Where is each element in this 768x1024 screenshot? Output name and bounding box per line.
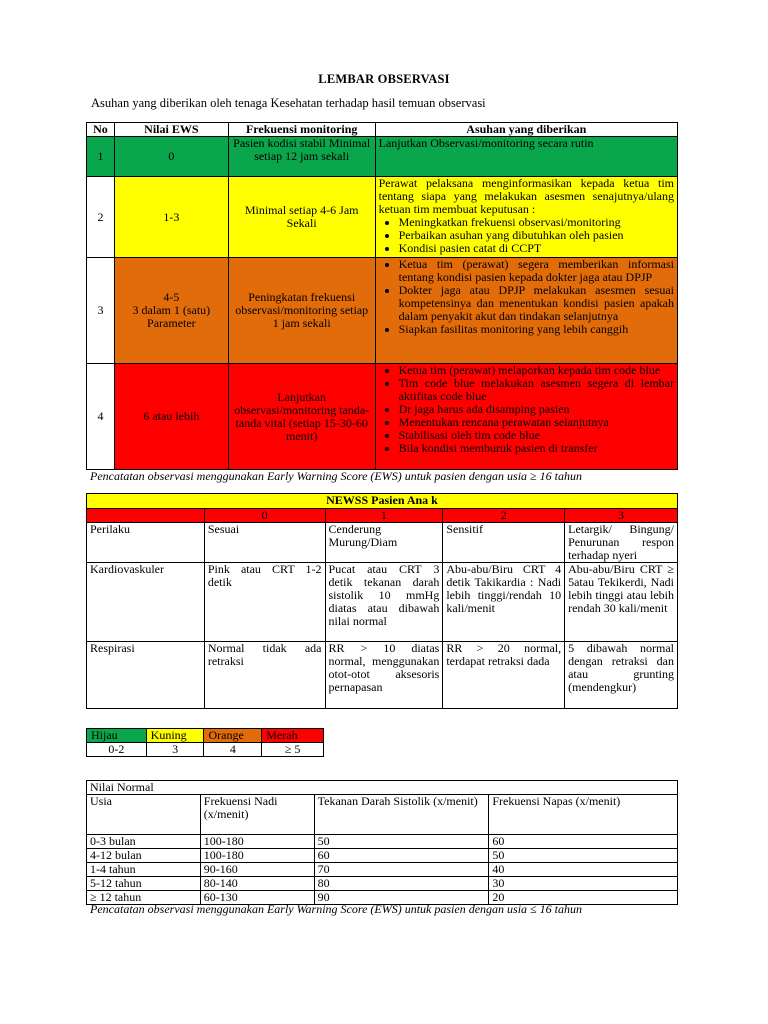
normal-cell: 5-12 tahun: [87, 877, 201, 891]
normal-cell: 1-4 tahun: [87, 863, 201, 877]
list-item: • Perbaikan asuhan yang dibutuhkan oleh pasien: [399, 229, 674, 242]
newss-score: 3: [565, 509, 678, 523]
list-item: • Kondisi pasien catat di CCPT: [399, 242, 674, 255]
ews-header-row: [87, 123, 678, 137]
normal-title: Nilai Normal: [87, 781, 678, 795]
list-item: • Ketua tim (perawat) segera memberikan informasi tentang kondisi pasien kepada dokter jaga atau DPJP: [399, 258, 674, 284]
ews-no: 2: [87, 177, 115, 258]
ews-caption: Pencatatan observasi menggunakan Early Warning Score (EWS) untuk pasien dengan usia ≥ 16 tahun: [90, 469, 582, 483]
normal-cell: 80: [314, 877, 489, 891]
legend-value: 3: [146, 743, 204, 757]
newss-score-row: [87, 509, 678, 523]
ews-score: 0: [114, 137, 228, 177]
page-subtitle: Asuhan yang diberikan oleh tenaga Kesehatan terhadap hasil temuan observasi: [91, 96, 486, 110]
newss-cell: 5 dibawah normal dengan retraksi dan atau grunting (mendengkur): [565, 642, 678, 709]
normal-header-row: [87, 795, 678, 835]
ews-score: 6 atau lebih: [114, 364, 228, 470]
normal-cell: 40: [489, 863, 678, 877]
newss-cell: Abu-abu/Biru CRT 4 detik Takikardia : Nadi lebih tinggi/rendah 10 kali/menit: [443, 563, 565, 642]
legend-value: 4: [204, 743, 262, 757]
normal-header: Frekuensi Napas (x/menit): [489, 795, 678, 835]
normal-cell: 90: [314, 891, 489, 905]
ews-care: [375, 258, 677, 364]
newss-title-row: [87, 494, 678, 509]
list-item: • Meningkatkan frekuensi observasi/monitoring: [399, 216, 674, 229]
ews-care: [375, 364, 677, 470]
ews-frequency: Pasien kodisi stabil Minimal setiap 12 jam sekali: [228, 137, 375, 177]
legend-label-yellow: Kuning: [146, 729, 204, 743]
ews-care: [375, 177, 677, 258]
ews-care-list: [379, 364, 674, 455]
normal-cell: 50: [314, 835, 489, 849]
table-row: [87, 563, 678, 642]
table-row: [87, 523, 678, 563]
newss-cell: RR > 10 diatas normal, menggunakan otot-otot aksesoris pernapasan: [325, 642, 443, 709]
newss-cell: Sensitif: [443, 523, 565, 563]
normal-title-row: [87, 781, 678, 795]
legend-value: 0-2: [87, 743, 147, 757]
normal-cell: 100-180: [200, 849, 314, 863]
normal-header: Usia: [87, 795, 201, 835]
legend-label-orange: Orange: [204, 729, 262, 743]
list-item: • Stabilisasi oleh tim code blue: [399, 429, 674, 442]
normal-caption: Pencatatan observasi menggunakan Early Warning Score (EWS) untuk pasien dengan usia ≤ 16 tahun: [90, 902, 582, 916]
ews-row-2: [87, 177, 678, 258]
ews-care-text: Perawat pelaksana menginformasikan kepada ketua tim tentang siapa yang melakukan asesmen senajutnya/ulang ketuan tim membuat keputusan :: [378, 176, 674, 216]
legend-label-red: Merah: [262, 729, 324, 743]
newss-cell: Letargik/ Bingung/ Penurunan respon terhadap nyeri: [565, 523, 678, 563]
newss-title: NEWSS Pasien Ana k: [87, 494, 678, 509]
ews-score-line: 3 dalam 1 (satu): [132, 303, 211, 317]
table-row: [87, 863, 678, 877]
normal-cell: 60: [489, 835, 678, 849]
ews-row-3: [87, 258, 678, 364]
ews-row-4: [87, 364, 678, 470]
table-row: [87, 642, 678, 709]
ews-no: 3: [87, 258, 115, 364]
newss-cell: Pink atau CRT 1-2 detik: [204, 563, 325, 642]
ews-score: [114, 258, 228, 364]
newss-score-blank: [87, 509, 205, 523]
ews-header-care: Asuhan yang diberikan: [375, 123, 677, 137]
ews-score-line: 4-5: [163, 290, 180, 304]
ews-care: Lanjutkan Observasi/monitoring secara rutin: [375, 137, 677, 177]
ews-score: 1-3: [114, 177, 228, 258]
ews-score-line: Parameter: [147, 316, 196, 330]
list-item: • Tim code blue melakukan asesmen segera di lembar aktifitas code blue: [399, 377, 674, 403]
legend-value: ≥ 5: [262, 743, 324, 757]
list-item: • Menentukan rencana perawatan selanjutnya: [399, 416, 674, 429]
ews-row-1: [87, 137, 678, 177]
legend-label-row: [87, 729, 324, 743]
normal-header: Tekanan Darah Sistolik (x/menit): [314, 795, 489, 835]
normal-cell: ≥ 12 tahun: [87, 891, 201, 905]
newss-cell: Sesuai: [204, 523, 325, 563]
normal-cell: 90-160: [200, 863, 314, 877]
normal-cell: 4-12 bulan: [87, 849, 201, 863]
list-item: • Dr jaga harus ada disamping pasien: [399, 403, 674, 416]
ews-no: 4: [87, 364, 115, 470]
ews-no: 1: [87, 137, 115, 177]
newss-cell: Cenderung Murung/Diam: [325, 523, 443, 563]
newss-param: Perilaku: [87, 523, 205, 563]
legend-value-row: [87, 743, 324, 757]
ews-header-no: No: [87, 123, 115, 137]
list-item: • Ketua tim (perawat) melaporkan kepada tim code blue: [399, 364, 674, 377]
ews-care-list: [379, 216, 674, 255]
list-item: • Siapkan fasilitas monitoring yang lebih canggih: [399, 323, 674, 336]
page-title: LEMBAR OBSERVASI: [318, 72, 450, 86]
normal-cell: 20: [489, 891, 678, 905]
normal-cell: 0-3 bulan: [87, 835, 201, 849]
newss-score: 1: [325, 509, 443, 523]
normal-header: Frekuensi Nadi (x/menit): [200, 795, 314, 835]
newss-param: Respirasi: [87, 642, 205, 709]
newss-cell: Normal tidak ada retraksi: [204, 642, 325, 709]
normal-cell: 60-130: [200, 891, 314, 905]
ews-care-list: [379, 258, 674, 336]
legend-table: [86, 728, 324, 757]
newss-cell: RR > 20 normal, terdapat retraksi dada: [443, 642, 565, 709]
table-row: [87, 849, 678, 863]
normal-cell: 60: [314, 849, 489, 863]
list-item: • Dokter jaga atau DPJP melakukan asesmen sesuai kompetensinya dan menentukan kondisi pasien apakah dalam penyakit akut dan tindakan selanjutnya: [399, 284, 674, 323]
list-item: • Bila kondisi memburuk pasien di transfer: [399, 442, 674, 455]
normal-cell: 100-180: [200, 835, 314, 849]
ews-header-frequency: Frekuensi monitoring: [228, 123, 375, 137]
ews-frequency: Lanjutkan observasi/monitoring tanda-tanda vital (setiap 15-30-60 menit): [228, 364, 375, 470]
legend-label-green: Hijau: [87, 729, 147, 743]
ews-table: [86, 122, 678, 470]
normal-cell: 30: [489, 877, 678, 891]
table-row: [87, 877, 678, 891]
newss-cell: Pucat atau CRT 3 detik tekanan darah sistolik 10 mmHg diatas atau dibawah nilai normal: [325, 563, 443, 642]
normal-cell: 70: [314, 863, 489, 877]
newss-param: Kardiovaskuler: [87, 563, 205, 642]
normal-values-table: [86, 780, 678, 905]
ews-frequency: Peningkatan frekuensi observasi/monitoring setiap 1 jam sekali: [228, 258, 375, 364]
normal-cell: 80-140: [200, 877, 314, 891]
table-row: [87, 835, 678, 849]
ews-header-score: Nilai EWS: [114, 123, 228, 137]
newss-cell: Abu-abu/Biru CRT ≥ 5atau Tekikerdi, Nadi lebih tinggi atau lebih rendah 30 kali/menit: [565, 563, 678, 642]
newss-score: 2: [443, 509, 565, 523]
ews-frequency: Minimal setiap 4-6 Jam Sekali: [228, 177, 375, 258]
newss-table: [86, 493, 678, 709]
normal-cell: 50: [489, 849, 678, 863]
newss-score: 0: [204, 509, 325, 523]
